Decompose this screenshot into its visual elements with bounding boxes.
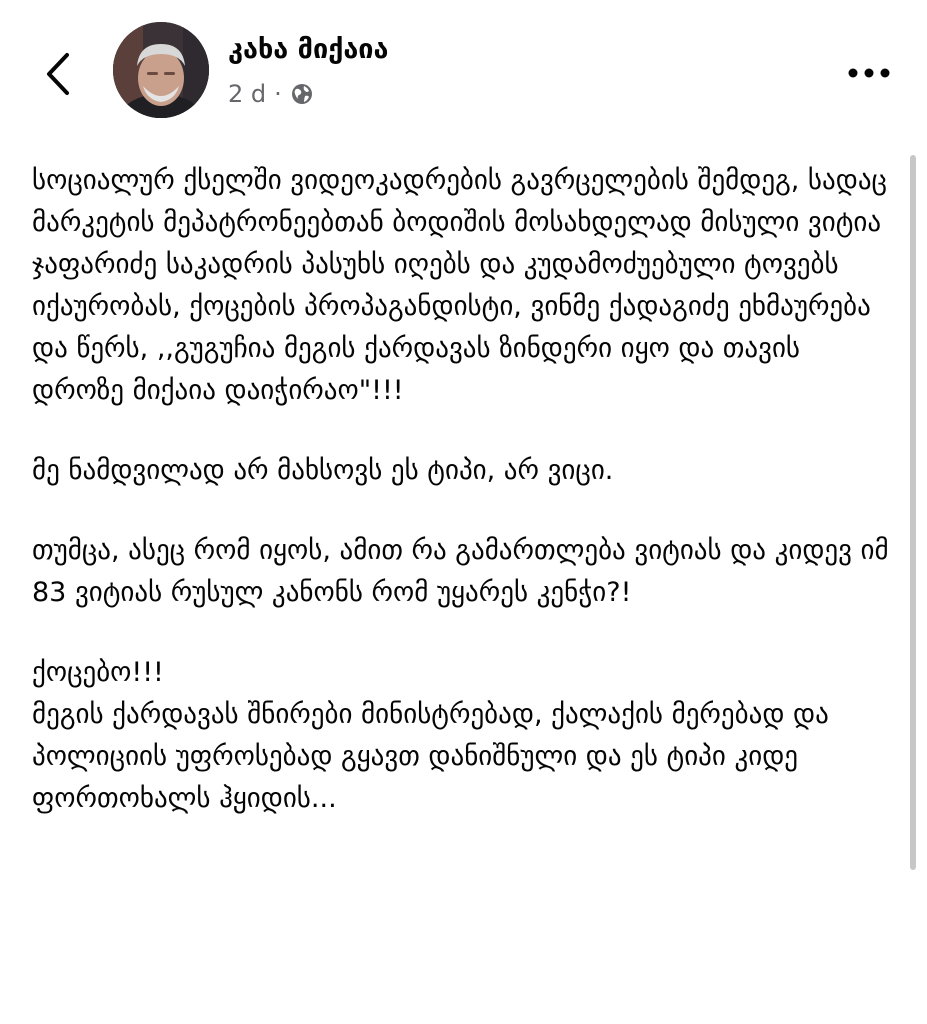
avatar[interactable] [113, 22, 209, 118]
chevron-left-icon [45, 52, 71, 96]
scrollbar[interactable] [910, 155, 916, 870]
post-header [0, 0, 927, 140]
avatar-photo [113, 22, 209, 118]
post-paragraph: მე ნამდვილად არ მახსოვს ეს ტიპი, არ ვიცი. [32, 455, 614, 486]
more-options-button[interactable] [843, 58, 895, 88]
post-time[interactable]: 2 d [228, 80, 267, 108]
post-paragraph: თუმცა, ასეც რომ იყოს, ამით რა გამართლება ვიტიას და კიდევ იმ 83 ვიტიას რუსულ კანონს რომ უყარეს კენჭი?! [32, 535, 889, 608]
post-line: მეგის ქარდავას შნირები მინისტრებად, ქალაქის მერებად და პოლიციის უფროსებად გყავთ დანიშნული და ეს ტიპი კიდე ფორთოხალს ჰყიდის... [32, 699, 829, 814]
meta-separator: · [274, 80, 282, 108]
post-paragraph [32, 652, 900, 820]
back-button[interactable] [36, 48, 80, 100]
post-meta [228, 80, 314, 108]
post-line: ქოცებო!!! [32, 657, 164, 688]
more-horizontal-icon [845, 67, 893, 79]
post-paragraph: სოციალურ ქსელში ვიდეოკადრების გავრცელების შემდეგ, სადაც მარკეტის მეპატრონეებთან ბოდიშის მოსახდელად მისული ვიტია ჯაფარიძე საკადრის პასუხს იღებს და კუდამოძუებული ტოვებს იქაურობას, ქოცების პროპაგანდისტი, ვინმე ქადაგიძე ეხმაურება და წერს, ,,გუგუჩია მეგის ქარდავას ზინდერი იყო და თავის დროზე მიქაია დაიჭირაო"!!! [32, 165, 887, 406]
post-text [32, 160, 900, 820]
author-name[interactable]: კახა მიქაია [228, 34, 389, 65]
globe-icon[interactable] [290, 82, 314, 106]
